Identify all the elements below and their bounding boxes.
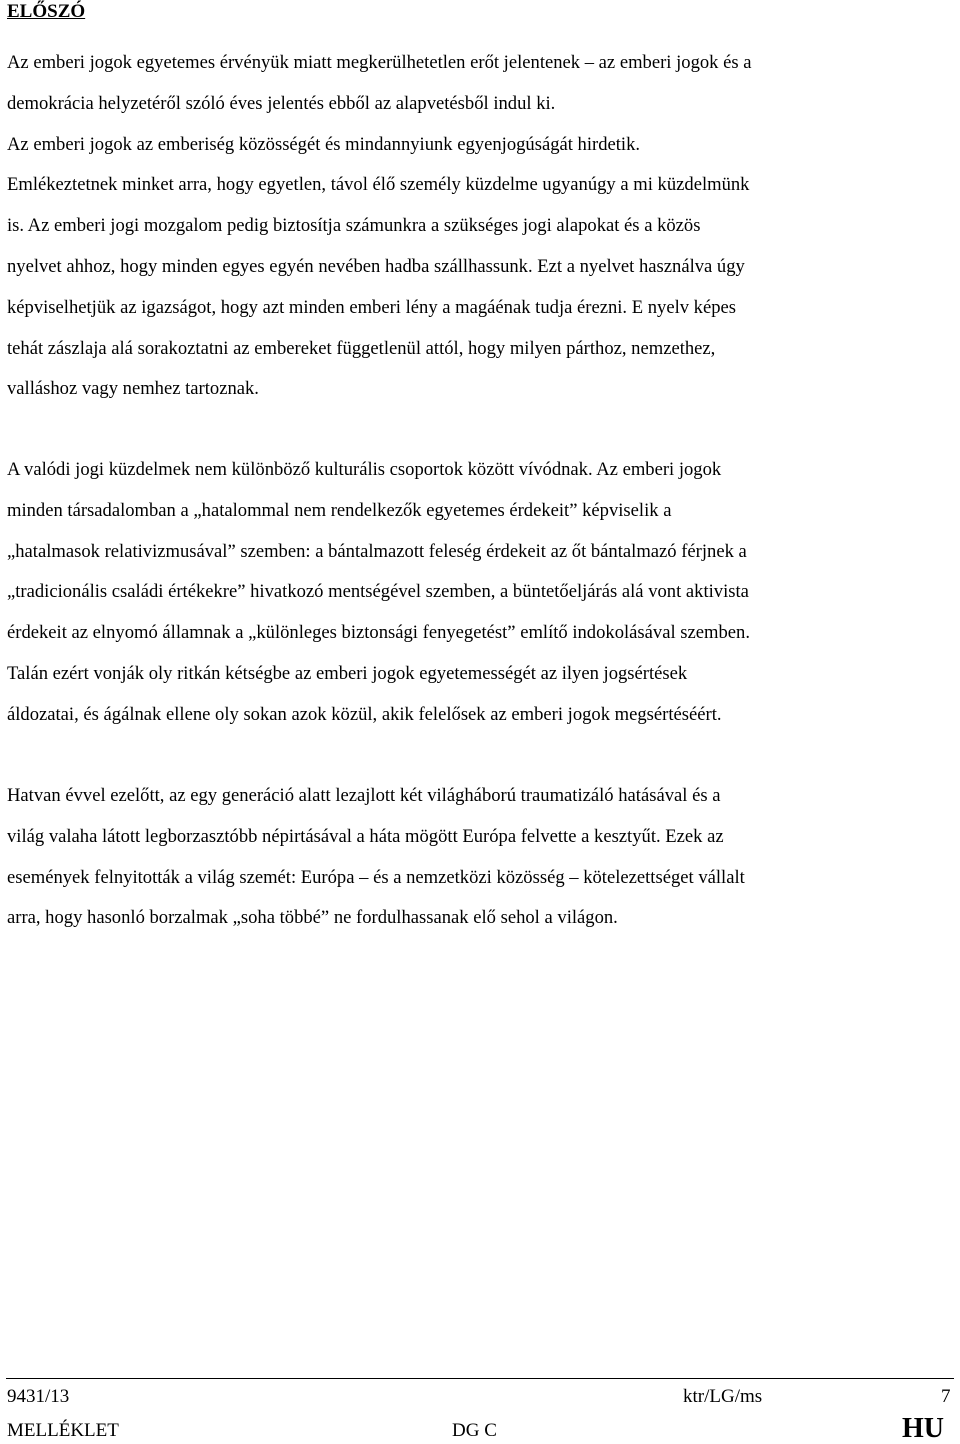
- paragraph-line: tehát zászlaja alá sorakoztatni az embereket függetlenül attól, hogy milyen párthoz, nemzethez,: [7, 337, 716, 359]
- paragraph-line: Emlékeztetnek minket arra, hogy egyetlen, távol élő személy küzdelme ugyanúgy a mi küzdelmünk: [7, 174, 750, 196]
- paragraph-1: [7, 43, 955, 410]
- paragraph-line: Talán ezért vonják oly ritkán kétségbe az emberi jogok egyetemességét az ilyen jogsértések: [7, 662, 688, 684]
- page-title-text: ELŐSZÓ: [7, 1, 86, 22]
- paragraph-line: áldozatai, és ágálnak ellene oly sokan azok közül, akik felelősek az emberi jogok megsértéséért.: [7, 703, 722, 725]
- paragraph-line: demokrácia helyzetéről szóló éves jelentés ebből az alapvetésből indul ki.: [7, 92, 556, 114]
- paragraph-line: „hatalmasok relativizmusával” szemben: a bántalmazott feleség érdekeit az őt bántalmazó férjnek a: [7, 540, 747, 562]
- paragraph-line: nyelvet ahhoz, hogy minden egyes egyén nevében hadba szállhassunk. Ezt a nyelvet használva úgy: [7, 255, 745, 277]
- footer-doc-number: 9431/13: [7, 1386, 70, 1407]
- paragraph-line: arra, hogy hasonló borzalmak „soha többé” ne fordulhassanak elő sehol a világon.: [7, 907, 618, 929]
- page-title: [7, 0, 85, 24]
- footer-page-number: 7: [941, 1386, 951, 1407]
- footer-dg-label: DG C: [452, 1420, 497, 1441]
- footer-divider: [6, 1378, 954, 1379]
- footer-language-code: HU: [902, 1413, 944, 1444]
- paragraph-line: események felnyitották a világ szemét: Európa – és a nemzetközi közösség – kötelezettséget vállalt: [7, 866, 745, 888]
- paragraph-line: Az emberi jogok az emberiség közösségét és mindannyiunk egyenjogúságát hirdetik.: [7, 133, 641, 155]
- paragraph-line: „tradicionális családi értékekre” hivatkozó mentségével szemben, a büntetőeljárás alá vont aktivista: [7, 581, 749, 603]
- footer-annex-label: MELLÉKLET: [7, 1420, 119, 1441]
- paragraph-line: A valódi jogi küzdelmek nem különböző kulturális csoportok között vívódnak. Az emberi jogok: [7, 459, 722, 480]
- paragraph-line: képviselhetjük az igazságot, hogy azt minden emberi lény a magáénak tudja érezni. E nyelv képes: [7, 296, 737, 318]
- paragraph-line: Az emberi jogok egyetemes érvényük miatt megkerülhetetlen erőt jelentenek – az emberi jogok és a: [7, 52, 752, 73]
- paragraph-line: Hatvan évvel ezelőtt, az egy generáció alatt lezajlott két világháború traumatizáló hatásával és a: [7, 785, 721, 806]
- footer-reference: ktr/LG/ms: [683, 1386, 763, 1407]
- paragraph-line: minden társadalomban a „hatalommal nem rendelkezők egyetemes érdekeit” képviselik a: [7, 499, 672, 521]
- paragraph-line: valláshoz vagy nemhez tartoznak.: [7, 378, 259, 400]
- paragraph-line: világ valaha látott legborzasztóbb népirtásával a háta mögött Európa felvette a kesztyűt. Ezek az: [7, 825, 724, 847]
- paragraph-line: érdekeit az elnyomó államnak a „különleges biztonsági fenyegetést” említő indokolásával szemben.: [7, 622, 750, 644]
- paragraph-2: [7, 450, 955, 736]
- paragraph-3: [7, 776, 955, 939]
- paragraph-line: is. Az emberi jogi mozgalom pedig biztosítja számunkra a szükséges jogi alapokat és a közös: [7, 215, 701, 237]
